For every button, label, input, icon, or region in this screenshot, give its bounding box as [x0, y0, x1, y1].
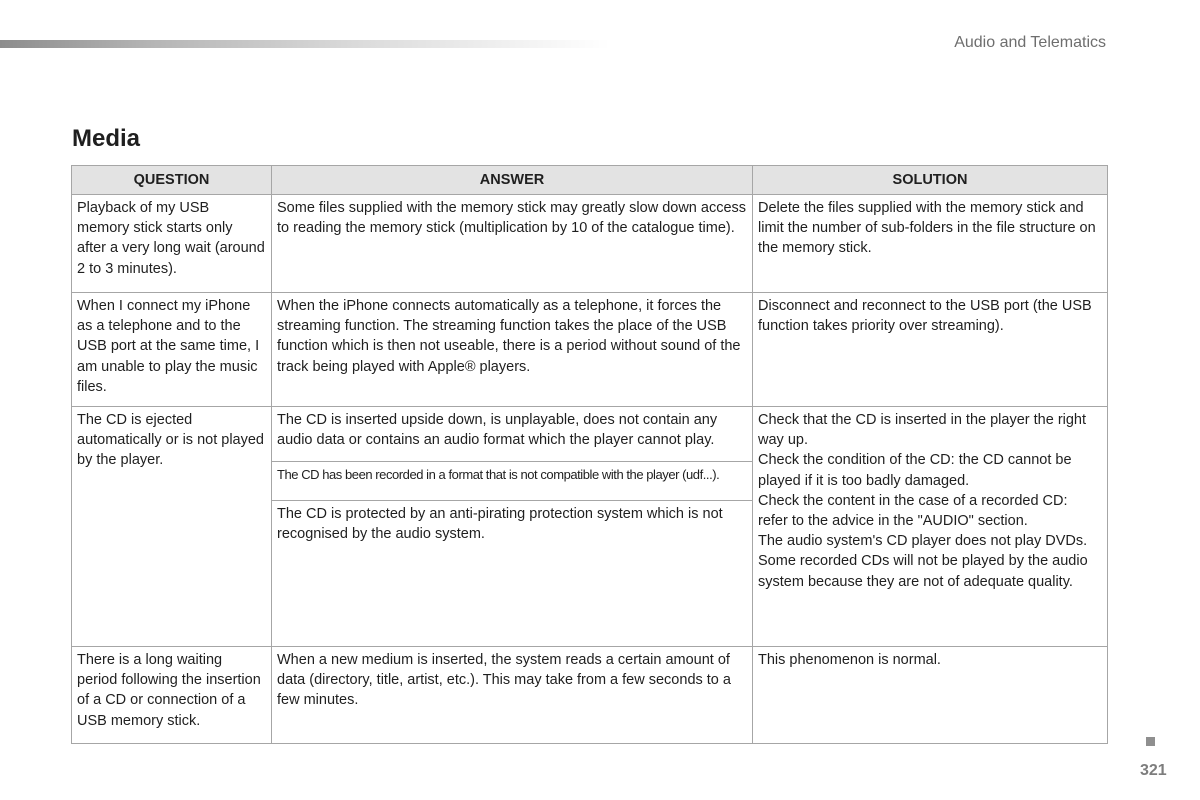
answer-text: The CD is inserted upside down, is unplayable, does not contain any audio data or contains an audio format which the player cannot play.	[277, 412, 718, 449]
question-cell	[72, 647, 272, 744]
page-title: Media	[72, 125, 141, 152]
table-row	[72, 407, 1108, 647]
solution-cell	[753, 195, 1108, 293]
question-cell	[72, 195, 272, 293]
solution-cell	[753, 293, 1108, 407]
media-troubleshooting-table	[71, 165, 1108, 744]
question-text: Playback of my USB memory stick starts only after a very long wait (around 2 to 3 minutes).	[77, 200, 265, 277]
answer-text: Some files supplied with the memory stick may greatly slow down access to reading the memory stick (multiplication by 10 of the catalogue time).	[277, 200, 747, 237]
question-text: The CD is ejected automatically or is not played by the player.	[77, 412, 264, 469]
question-cell	[72, 293, 272, 407]
column-header-answer: ANSWER	[272, 166, 753, 195]
solution-cell	[753, 407, 1108, 647]
question-text: There is a long waiting period following the insertion of a CD or connection of a USB memory stick.	[77, 652, 261, 729]
table-header-row	[72, 166, 1108, 195]
page-number: 321	[1140, 762, 1167, 779]
answer-cell	[272, 195, 753, 293]
solution-text: Disconnect and reconnect to the USB port (the USB function takes priority over streaming).	[758, 298, 1092, 335]
solution-text: This phenomenon is normal.	[758, 652, 941, 668]
header-gradient-bar	[0, 40, 610, 48]
question-text: When I connect my iPhone as a telephone and to the USB port at the same time, I am unable to play the music files.	[77, 298, 260, 395]
table-row	[72, 195, 1108, 293]
answer-cell	[272, 293, 753, 407]
answer-cell	[272, 407, 753, 647]
solution-cell	[753, 647, 1108, 744]
answer-subcell	[272, 462, 752, 501]
solution-text: Delete the files supplied with the memory stick and limit the number of sub-folders in the file structure on the memory stick.	[758, 200, 1096, 257]
column-header-question: QUESTION	[72, 166, 272, 195]
page-marker	[1146, 737, 1155, 746]
section-label: Audio and Telematics	[954, 34, 1106, 51]
question-cell	[72, 407, 272, 647]
answer-cell	[272, 647, 753, 744]
table-row	[72, 647, 1108, 744]
answer-text: The CD is protected by an anti-pirating protection system which is not recognised by the audio system.	[277, 506, 723, 543]
answer-subcell	[272, 407, 752, 462]
solution-text: Check that the CD is inserted in the player the right way up. Check the condition of the CD: the CD cannot be played if it is too badly damaged. Check the content in the case of a recorded CD: refer to the advice in the "AUDIO" section. The audio system's CD player does not play DVDs. Some recorded CDs will not be played by the audio system because they are not of adequate quality.	[758, 412, 1088, 590]
answer-subcell	[272, 501, 752, 544]
answer-text: When the iPhone connects automatically as a telephone, it forces the streaming function. The streaming function takes the place of the USB function which is then not useable, there is a period without sound of the track being played with Apple® players.	[277, 298, 741, 375]
table-row	[72, 293, 1108, 407]
answer-text: When a new medium is inserted, the system reads a certain amount of data (directory, title, artist, etc.). This may take from a few seconds to a few minutes.	[277, 652, 731, 709]
column-header-solution: SOLUTION	[753, 166, 1108, 195]
answer-text: The CD has been recorded in a format that is not compatible with the player (udf...).	[277, 467, 720, 482]
